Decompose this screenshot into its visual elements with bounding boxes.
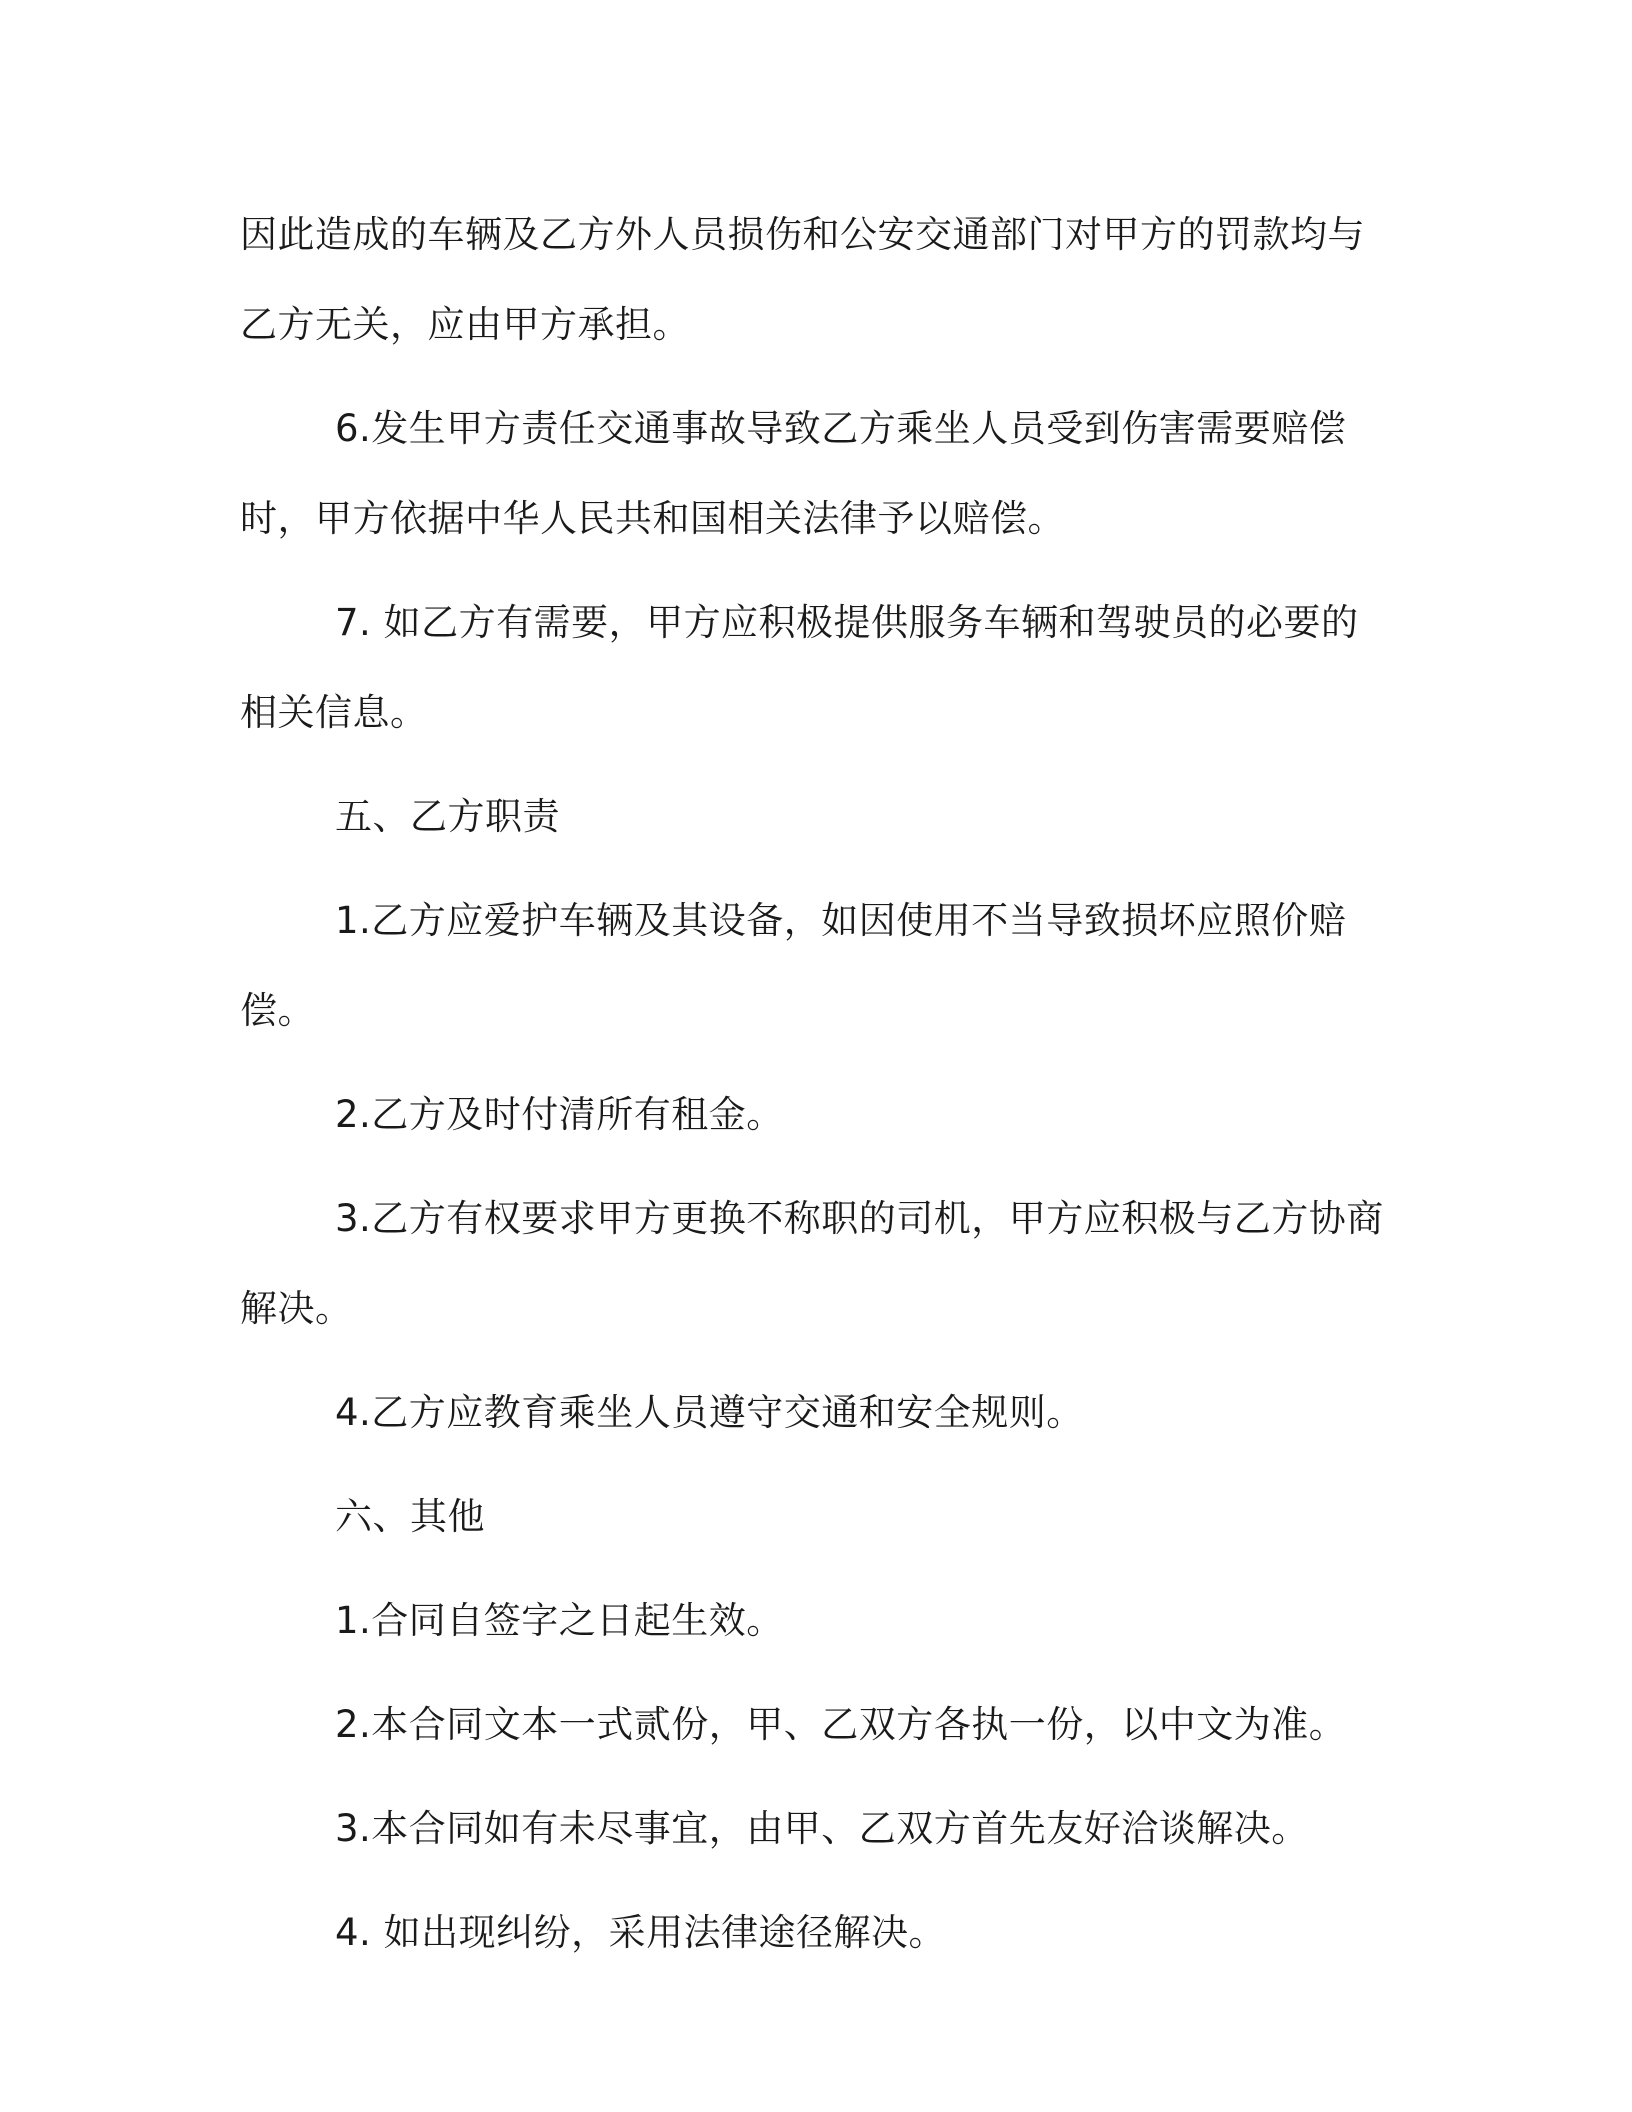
paragraph-other-3: 3.本合同如有未尽事宜，由甲、乙双方首先友好洽谈解决。 xyxy=(335,1807,1309,1850)
document-body xyxy=(240,190,1390,1992)
paragraph-other-4: 4. 如出现纠纷，采用法律途径解决。 xyxy=(335,1911,947,1954)
paragraph-other-2: 2.本合同文本一式贰份，甲、乙双方各执一份，以中文为准。 xyxy=(335,1703,1347,1746)
section-heading-other: 六、其他 xyxy=(335,1495,485,1538)
paragraph-other-1: 1.合同自签字之日起生效。 xyxy=(335,1599,784,1642)
paragraph-duty-1: 1.乙方应爱护车辆及其设备，如因使用不当导致损坏应照价赔偿。 xyxy=(240,899,1347,1032)
paragraph-duty-3: 3.乙方有权要求甲方更换不称职的司机，甲方应积极与乙方协商解决。 xyxy=(240,1197,1384,1330)
section-heading-party-b-duties: 五、乙方职责 xyxy=(335,795,560,838)
paragraph-duty-4: 4.乙方应教育乘坐人员遵守交通和安全规则。 xyxy=(335,1391,1084,1434)
paragraph-item-6: 6.发生甲方责任交通事故导致乙方乘坐人员受到伤害需要赔偿时，甲方依据中华人民共和国相关法律予以赔偿。 xyxy=(240,407,1347,540)
paragraph-duty-2: 2.乙方及时付清所有租金。 xyxy=(335,1093,784,1136)
paragraph-item-7: 7. 如乙方有需要，甲方应积极提供服务车辆和驾驶员的必要的相关信息。 xyxy=(240,601,1359,734)
paragraph-continuation: 因此造成的车辆及乙方外人员损伤和公安交通部门对甲方的罚款均与乙方无关，应由甲方承担。 xyxy=(240,213,1365,346)
